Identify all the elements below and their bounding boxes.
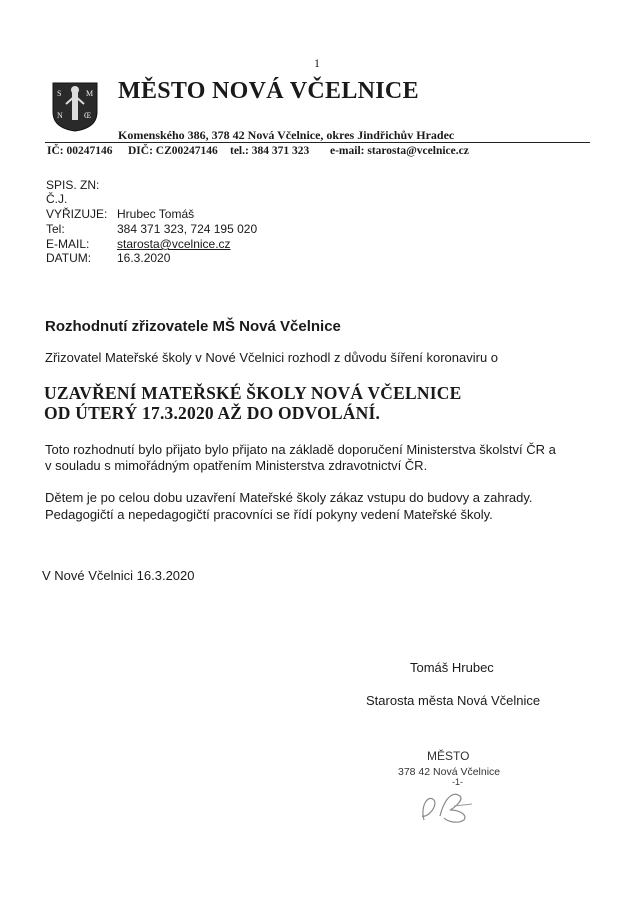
tel-label: Tel: — [46, 222, 65, 236]
vyrizuje-label: VYŘIZUJE: — [46, 207, 108, 221]
handwritten-signature — [410, 786, 490, 826]
cj-label: Č.J. — [46, 192, 68, 206]
signatory-name: Tomáš Hrubec — [410, 660, 494, 675]
signatory-title: Starosta města Nová Včelnice — [366, 693, 541, 708]
tel-value: 384 371 323, 724 195 020 — [117, 222, 258, 236]
place-and-date: V Nové Včelnici 16.3.2020 — [42, 568, 195, 583]
datum-label: DATUM: — [46, 251, 92, 265]
svg-text:Œ: Œ — [84, 111, 92, 120]
closure-headline-line2: OD ÚTERÝ 17.3.2020 AŽ DO ODVOLÁNÍ. — [44, 403, 381, 423]
decision-heading: Rozhodnutí zřizovatele MŠ Nová Včelnice — [45, 318, 341, 335]
svg-text:N: N — [57, 111, 63, 120]
stamp-address: 378 42 Nová Včelnice — [398, 766, 501, 778]
town-crest-logo — [52, 82, 98, 132]
paragraph-1-line-1: Toto rozhodnutí bylo přijato bylo přijato na základě doporučení Ministerstva školství ČR a — [45, 442, 556, 457]
ico-number: IČ: 00247146 — [47, 145, 113, 157]
letterhead-address: Komenského 386, 378 42 Nová Včelnice, okres Jindřichův Hradec — [118, 128, 455, 142]
paragraph-1-line-2: v souladu s mimořádným opatřením Ministerstva zdravotnictví ČR. — [45, 458, 428, 473]
stamp-title: MĚSTO — [427, 749, 470, 763]
town-name-title: MĚSTO NOVÁ VČELNICE — [118, 78, 419, 104]
closure-headline-line1: UZAVŘENÍ MATEŘSKÉ ŠKOLY NOVÁ VČELNICE — [44, 383, 462, 403]
spis-zn-label: SPIS. ZN: — [46, 178, 100, 192]
letterhead-email: e-mail: starosta@vcelnice.cz — [330, 145, 469, 157]
paragraph-2-line-2: Pedagogičtí a nepedagogičtí pracovníci se řídí pokyny vedení Mateřské školy. — [45, 507, 493, 522]
intro-text: Zřizovatel Mateřské školy v Nové Včelnici rozhodl z důvodu šíření koronaviru o — [45, 350, 499, 365]
svg-text:S: S — [57, 89, 62, 98]
vyrizuje-value: Hrubec Tomáš — [117, 207, 195, 221]
svg-text:M: M — [86, 89, 94, 98]
stamp-number: -1- — [452, 777, 463, 787]
paragraph-2-line-1: Dětem je po celou dobu uzavření Mateřské školy zákaz vstupu do budovy a zahrady. — [45, 490, 533, 505]
email-label: E-MAIL: — [46, 237, 90, 251]
letterhead-divider — [45, 142, 590, 143]
email-link[interactable]: starosta@vcelnice.cz — [117, 237, 231, 251]
letterhead-phone: tel.: 384 371 323 — [230, 145, 310, 157]
page-number: 1 — [314, 56, 320, 70]
datum-value: 16.3.2020 — [117, 251, 171, 265]
dic-number: DIČ: CZ00247146 — [128, 145, 218, 157]
